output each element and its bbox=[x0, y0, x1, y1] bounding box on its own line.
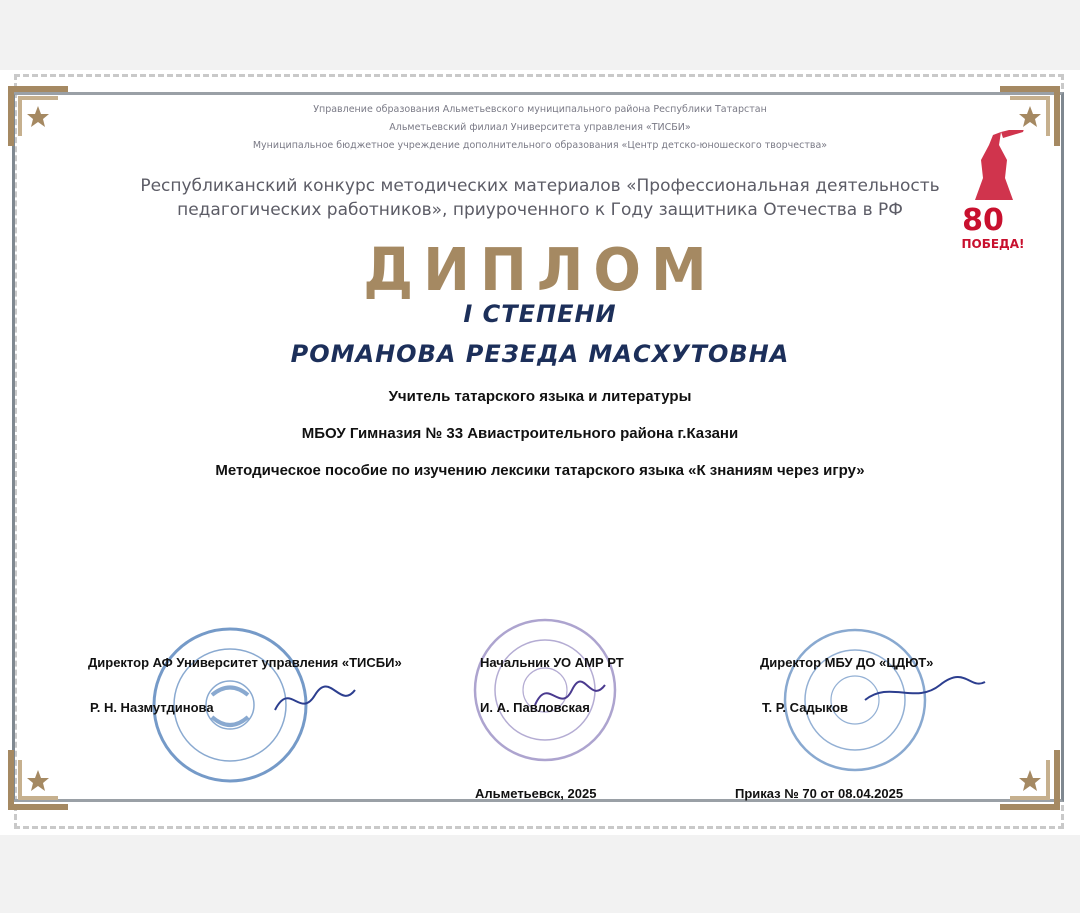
organization-line: Управление образования Альметьевского муниципального района Республики Татарстан bbox=[313, 104, 767, 115]
work-title: Методическое пособие по изучению лексики татарского языка «К знаниям через игру» bbox=[215, 462, 865, 479]
organization-line: Альметьевский филиал Университета управления «ТИСБИ» bbox=[389, 122, 691, 133]
victory-number: 80 bbox=[962, 203, 1004, 238]
diploma-degree: I СТЕПЕНИ bbox=[463, 300, 617, 328]
signature-stroke bbox=[270, 670, 360, 730]
recipient-position: Учитель татарского языка и литературы bbox=[388, 388, 692, 405]
contest-title-line: Республиканский конкурс методических материалов «Профессиональная деятельность bbox=[140, 176, 940, 196]
diploma-title: ДИПЛОМ bbox=[363, 236, 717, 305]
signature-title: Начальник УО АМР РТ bbox=[480, 655, 624, 670]
signature-title: Директор АФ Университет управления «ТИСБИ» bbox=[88, 655, 402, 670]
signature-name: И. А. Павловская bbox=[480, 700, 590, 715]
signature-stroke bbox=[860, 670, 990, 720]
organization-line: Муниципальное бюджетное учреждение дополнительного образования «Центр детско-юношеского творчества» bbox=[252, 140, 828, 151]
corner-star-icon bbox=[1000, 750, 1060, 810]
signature-name: Р. Н. Назмутдинова bbox=[90, 700, 214, 715]
city-year: Альметьевск, 2025 bbox=[475, 786, 597, 801]
corner-star-icon bbox=[8, 86, 68, 146]
order-number: Приказ № 70 от 08.04.2025 bbox=[735, 786, 904, 801]
signature-title: Директор МБУ ДО «ЦДЮТ» bbox=[760, 655, 934, 670]
contest-title-line: педагогических работников», приуроченного к Году защитника Отечества в РФ bbox=[177, 200, 903, 220]
recipient-name: РОМАНОВА РЕЗЕДА МАСХУТОВНА bbox=[290, 340, 790, 368]
victory-80-logo bbox=[955, 130, 1035, 260]
corner-star-icon bbox=[8, 750, 68, 810]
diploma-sheet bbox=[0, 70, 1080, 835]
recipient-school: МБОУ Гимназия № 33 Авиастроительного района г.Казани bbox=[301, 425, 739, 442]
signature-name: Т. Р. Садыков bbox=[762, 700, 849, 715]
victory-text: ПОБЕДА! bbox=[961, 237, 1025, 251]
